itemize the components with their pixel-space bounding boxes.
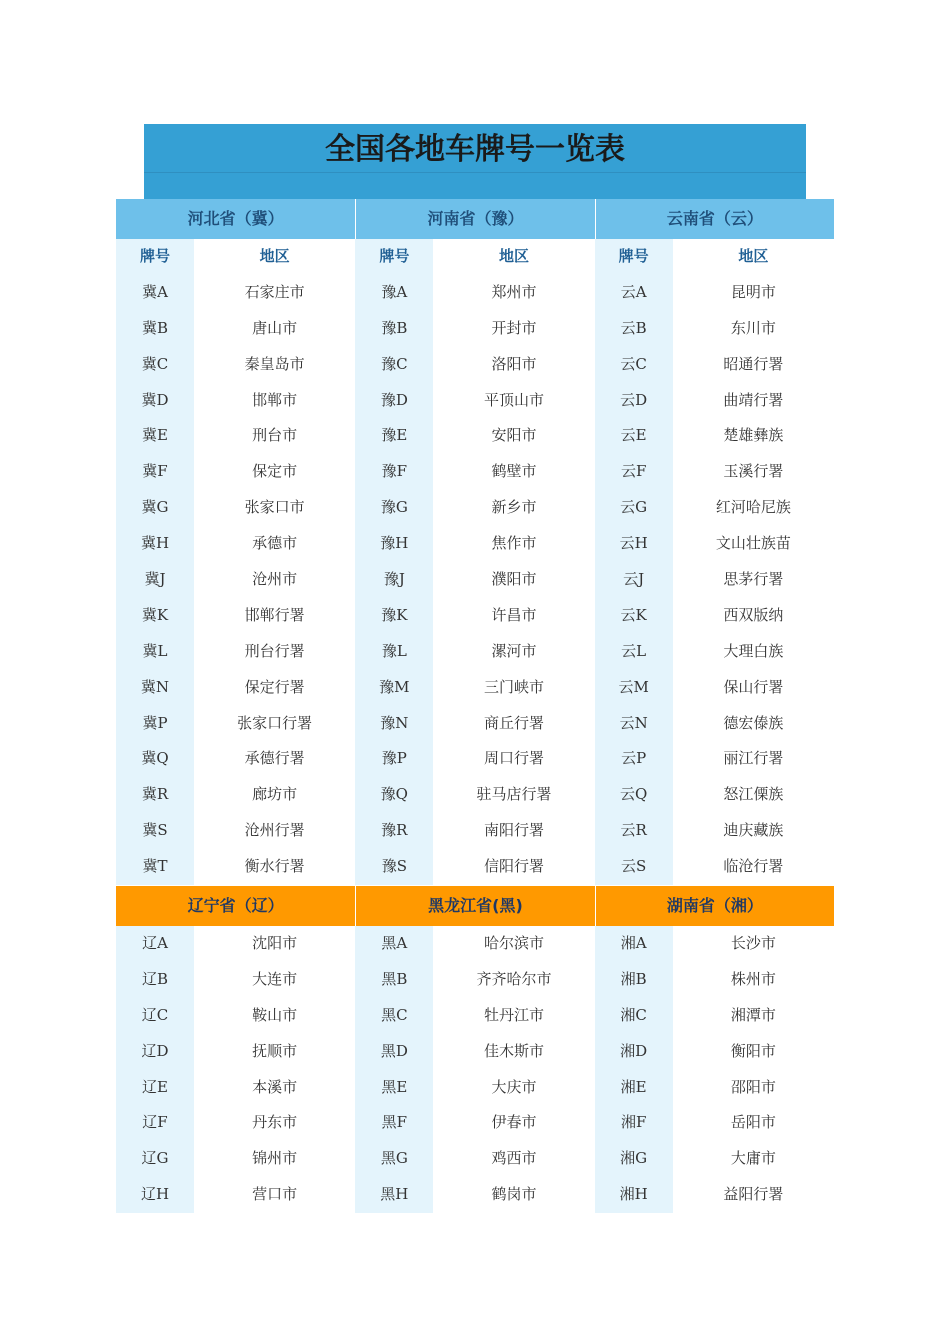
plate-entry (355, 634, 594, 670)
plate-region: 邵阳市 (673, 1070, 834, 1106)
column-header-group (116, 239, 355, 275)
table-row (116, 383, 834, 419)
table-row (116, 1070, 834, 1106)
plate-entry (355, 311, 594, 347)
plate-code: 云E (595, 418, 673, 454)
province-name: 河北省（冀） (187, 209, 284, 228)
plate-code: 豫F (355, 454, 433, 490)
plate-code: 冀R (116, 777, 194, 813)
table-row (116, 347, 834, 383)
plate-region: 玉溪行署 (673, 454, 834, 490)
plate-region: 锦州市 (194, 1141, 355, 1177)
plate-region: 洛阳市 (433, 347, 594, 383)
table-row (116, 275, 834, 311)
plate-region: 三门峡市 (433, 670, 594, 706)
table-row (116, 526, 834, 562)
plate-region: 楚雄彝族 (673, 418, 834, 454)
plate-code: 冀P (116, 706, 194, 742)
plate-entry (595, 706, 834, 742)
plate-entry (595, 670, 834, 706)
table-row (116, 706, 834, 742)
plate-entry (355, 598, 594, 634)
plate-code: 豫N (355, 706, 433, 742)
table-row (116, 634, 834, 670)
plate-region: 昆明市 (673, 275, 834, 311)
plate-region: 开封市 (433, 311, 594, 347)
plate-code: 黑H (355, 1177, 433, 1213)
plate-region: 张家口市 (194, 490, 355, 526)
plate-region: 衡水行署 (194, 849, 355, 885)
plate-code: 辽B (116, 962, 194, 998)
plate-code: 冀B (116, 311, 194, 347)
province-section (116, 886, 834, 1213)
plate-code: 辽A (116, 926, 194, 962)
plate-code: 辽E (116, 1070, 194, 1106)
plate-entry (595, 454, 834, 490)
plate-entry (116, 347, 355, 383)
plate-entry (355, 998, 594, 1034)
plate-entry (355, 777, 594, 813)
plate-region: 昭通行署 (673, 347, 834, 383)
table-row (116, 490, 834, 526)
plate-entry (116, 706, 355, 742)
plate-region: 大理白族 (673, 634, 834, 670)
province-name: 辽宁省（辽） (187, 896, 284, 915)
plate-region: 石家庄市 (194, 275, 355, 311)
plate-entry (355, 490, 594, 526)
plate-entry (595, 347, 834, 383)
table-row (116, 849, 834, 885)
province-name: 湖南省（湘） (595, 886, 834, 926)
plate-code: 豫S (355, 849, 433, 885)
plate-region: 张家口行署 (194, 706, 355, 742)
plate-region: 东川市 (673, 311, 834, 347)
plate-region: 本溪市 (194, 1070, 355, 1106)
column-header-code: 牌号 (355, 239, 433, 275)
plate-code: 云D (595, 383, 673, 419)
plate-entry (595, 777, 834, 813)
plate-region: 周口行署 (433, 741, 594, 777)
plate-code: 豫B (355, 311, 433, 347)
plate-code: 湘G (595, 1141, 673, 1177)
plate-entry (595, 813, 834, 849)
plate-entry (116, 998, 355, 1034)
plate-code: 云F (595, 454, 673, 490)
plate-entry (595, 526, 834, 562)
plate-region: 丹东市 (194, 1105, 355, 1141)
plate-entry (116, 849, 355, 885)
plate-code: 云C (595, 347, 673, 383)
plate-code: 湘D (595, 1034, 673, 1070)
plate-region: 郑州市 (433, 275, 594, 311)
plate-code: 辽F (116, 1105, 194, 1141)
plate-code: 云Q (595, 777, 673, 813)
plate-code: 冀E (116, 418, 194, 454)
plate-entry (116, 383, 355, 419)
table-row (116, 813, 834, 849)
plate-region: 大连市 (194, 962, 355, 998)
page-title: 全国各地车牌号一览表 (325, 132, 625, 167)
plate-entry (116, 526, 355, 562)
plate-entry (595, 275, 834, 311)
plate-code: 云H (595, 526, 673, 562)
table-row (116, 1105, 834, 1141)
plate-region: 鹤岗市 (433, 1177, 594, 1213)
plate-entry (116, 777, 355, 813)
plate-region: 临沧行署 (673, 849, 834, 885)
plate-code: 豫M (355, 670, 433, 706)
plate-code: 豫P (355, 741, 433, 777)
plate-code: 云M (595, 670, 673, 706)
plate-entry (595, 1070, 834, 1106)
plate-code: 云S (595, 849, 673, 885)
table-row (116, 962, 834, 998)
plate-region: 哈尔滨市 (433, 926, 594, 962)
plate-code: 冀L (116, 634, 194, 670)
plate-code: 云B (595, 311, 673, 347)
plate-entry (355, 383, 594, 419)
plate-entry (595, 1034, 834, 1070)
plate-code: 云R (595, 813, 673, 849)
plate-code: 冀T (116, 849, 194, 885)
plate-region: 齐齐哈尔市 (433, 962, 594, 998)
table-row (116, 311, 834, 347)
plate-code: 湘C (595, 998, 673, 1034)
plate-region: 营口市 (194, 1177, 355, 1213)
province-section (116, 199, 834, 885)
plate-region: 南阳行署 (433, 813, 594, 849)
province-name: 云南省（云） (595, 199, 834, 239)
plate-entry (116, 1105, 355, 1141)
table-row (116, 1034, 834, 1070)
plate-region: 曲靖行署 (673, 383, 834, 419)
plate-code: 云N (595, 706, 673, 742)
plate-entry (595, 1141, 834, 1177)
plate-code: 云G (595, 490, 673, 526)
plate-code: 冀G (116, 490, 194, 526)
plate-code: 冀S (116, 813, 194, 849)
plate-region: 抚顺市 (194, 1034, 355, 1070)
plate-entry (116, 454, 355, 490)
plate-region: 怒江傈族 (673, 777, 834, 813)
plate-code: 豫E (355, 418, 433, 454)
plate-code: 豫D (355, 383, 433, 419)
plate-entry (116, 562, 355, 598)
plate-code: 豫C (355, 347, 433, 383)
plate-entry (116, 311, 355, 347)
plate-region: 鹤壁市 (433, 454, 594, 490)
column-header-code: 牌号 (116, 239, 194, 275)
plate-entry (595, 849, 834, 885)
plate-region: 西双版纳 (673, 598, 834, 634)
plate-region: 平顶山市 (433, 383, 594, 419)
column-header-region: 地区 (673, 239, 834, 275)
plate-entry (355, 562, 594, 598)
table-row (116, 1177, 834, 1213)
plate-region: 迪庆藏族 (673, 813, 834, 849)
plate-entry (355, 1105, 594, 1141)
plate-entry (595, 383, 834, 419)
plate-code: 豫Q (355, 777, 433, 813)
plate-code: 云K (595, 598, 673, 634)
plate-entry (595, 998, 834, 1034)
plate-entry (116, 813, 355, 849)
plate-code: 黑D (355, 1034, 433, 1070)
plate-code: 冀F (116, 454, 194, 490)
plate-region: 漯河市 (433, 634, 594, 670)
plate-region: 刑台市 (194, 418, 355, 454)
plate-entry (355, 454, 594, 490)
plate-region: 鸡西市 (433, 1141, 594, 1177)
column-header-code: 牌号 (595, 239, 673, 275)
table-row (116, 777, 834, 813)
plate-code: 冀C (116, 347, 194, 383)
plate-region: 安阳市 (433, 418, 594, 454)
plate-entry (595, 962, 834, 998)
plate-code: 豫G (355, 490, 433, 526)
plate-region: 沈阳市 (194, 926, 355, 962)
plate-entry (355, 1141, 594, 1177)
plate-entry (116, 598, 355, 634)
plate-entry (355, 1177, 594, 1213)
plate-code: 豫J (355, 562, 433, 598)
plate-region: 伊春市 (433, 1105, 594, 1141)
plate-entry (355, 1034, 594, 1070)
plate-code: 云J (595, 562, 673, 598)
plate-entry (116, 1034, 355, 1070)
plate-region: 岳阳市 (673, 1105, 834, 1141)
plate-region: 保山行署 (673, 670, 834, 706)
plate-code: 冀Q (116, 741, 194, 777)
plate-entry (595, 926, 834, 962)
plate-region: 佳木斯市 (433, 1034, 594, 1070)
plate-entry (116, 926, 355, 962)
plate-region: 株州市 (673, 962, 834, 998)
plate-entry (116, 1141, 355, 1177)
plate-entry (595, 562, 834, 598)
plate-code: 冀D (116, 383, 194, 419)
plate-region: 信阳行署 (433, 849, 594, 885)
title-banner (144, 124, 806, 199)
plate-region: 湘潭市 (673, 998, 834, 1034)
column-header-region: 地区 (433, 239, 594, 275)
plate-region: 濮阳市 (433, 562, 594, 598)
plate-entry (116, 418, 355, 454)
plate-region: 红河哈尼族 (673, 490, 834, 526)
plate-code: 黑G (355, 1141, 433, 1177)
plate-region: 商丘行署 (433, 706, 594, 742)
plate-region: 秦皇岛市 (194, 347, 355, 383)
table-row (116, 670, 834, 706)
plate-region: 驻马店行署 (433, 777, 594, 813)
plate-entry (595, 634, 834, 670)
plate-entry (595, 598, 834, 634)
province-header-row (116, 886, 834, 926)
plate-code: 云A (595, 275, 673, 311)
plate-entry (355, 962, 594, 998)
plate-entry (355, 849, 594, 885)
plate-region: 邯郸行署 (194, 598, 355, 634)
plate-region: 刑台行署 (194, 634, 355, 670)
plate-code: 黑E (355, 1070, 433, 1106)
plate-region: 文山壮族苗 (673, 526, 834, 562)
plate-region: 沧州市 (194, 562, 355, 598)
plate-region: 益阳行署 (673, 1177, 834, 1213)
plate-code: 辽D (116, 1034, 194, 1070)
province-name: 黑龙江省(黑) (355, 886, 594, 926)
plate-entry (355, 526, 594, 562)
plate-entry (116, 670, 355, 706)
plate-entry (355, 706, 594, 742)
plate-region: 大庸市 (673, 1141, 834, 1177)
column-header-region: 地区 (194, 239, 355, 275)
table-row (116, 562, 834, 598)
plate-code: 黑C (355, 998, 433, 1034)
plate-region: 思茅行署 (673, 562, 834, 598)
plate-region: 大庆市 (433, 1070, 594, 1106)
table-row (116, 998, 834, 1034)
plate-code: 湘A (595, 926, 673, 962)
plate-code: 辽C (116, 998, 194, 1034)
plate-code: 豫K (355, 598, 433, 634)
plate-entry (116, 634, 355, 670)
plate-entry (595, 490, 834, 526)
plate-code: 豫R (355, 813, 433, 849)
plate-code: 湘F (595, 1105, 673, 1141)
plate-entry (355, 813, 594, 849)
plate-region: 承德行署 (194, 741, 355, 777)
plate-entry (355, 670, 594, 706)
plate-code: 辽H (116, 1177, 194, 1213)
plate-code: 辽G (116, 1141, 194, 1177)
plate-entry (595, 418, 834, 454)
plate-region: 邯郸市 (194, 383, 355, 419)
plate-entry (355, 347, 594, 383)
plate-entry (595, 1177, 834, 1213)
plate-entry (355, 275, 594, 311)
column-header-row (116, 239, 834, 275)
province-name: 河南省（豫） (355, 199, 594, 239)
plate-entry (355, 418, 594, 454)
plate-region: 衡阳市 (673, 1034, 834, 1070)
plate-region: 许昌市 (433, 598, 594, 634)
plate-code: 冀K (116, 598, 194, 634)
table-row (116, 454, 834, 490)
plate-code: 黑B (355, 962, 433, 998)
table-row (116, 418, 834, 454)
plate-region: 牡丹江市 (433, 998, 594, 1034)
plate-code: 豫H (355, 526, 433, 562)
plate-code: 豫A (355, 275, 433, 311)
plate-code: 豫L (355, 634, 433, 670)
plate-entry (116, 741, 355, 777)
table-row (116, 1141, 834, 1177)
plate-entry (355, 1070, 594, 1106)
plate-region: 唐山市 (194, 311, 355, 347)
plate-code: 湘H (595, 1177, 673, 1213)
plate-region: 丽江行署 (673, 741, 834, 777)
plate-code: 湘B (595, 962, 673, 998)
column-header-group (355, 239, 594, 275)
plate-code: 冀A (116, 275, 194, 311)
plate-entry (116, 1070, 355, 1106)
plate-region: 承德市 (194, 526, 355, 562)
plate-region: 德宏傣族 (673, 706, 834, 742)
plate-region: 沧州行署 (194, 813, 355, 849)
plate-code: 冀N (116, 670, 194, 706)
plate-entry (116, 1177, 355, 1213)
table-row (116, 926, 834, 962)
table-row (116, 741, 834, 777)
plate-code: 黑F (355, 1105, 433, 1141)
plate-region: 焦作市 (433, 526, 594, 562)
plate-entry (595, 741, 834, 777)
plate-code: 冀H (116, 526, 194, 562)
plate-code: 云L (595, 634, 673, 670)
column-header-group (595, 239, 834, 275)
plate-code: 黑A (355, 926, 433, 962)
plate-code: 云P (595, 741, 673, 777)
plate-entry (595, 311, 834, 347)
plate-entry (595, 1105, 834, 1141)
title-divider (144, 172, 806, 173)
plate-entry (116, 490, 355, 526)
plate-entry (116, 275, 355, 311)
plate-region: 新乡市 (433, 490, 594, 526)
plate-region: 鞍山市 (194, 998, 355, 1034)
plate-code: 冀J (116, 562, 194, 598)
plate-region: 长沙市 (673, 926, 834, 962)
plate-region: 保定行署 (194, 670, 355, 706)
table-row (116, 598, 834, 634)
province-header-row (116, 199, 834, 239)
plate-entry (355, 926, 594, 962)
plate-entry (116, 962, 355, 998)
plate-region: 廊坊市 (194, 777, 355, 813)
plate-region: 保定市 (194, 454, 355, 490)
plate-code: 湘E (595, 1070, 673, 1106)
plate-entry (355, 741, 594, 777)
